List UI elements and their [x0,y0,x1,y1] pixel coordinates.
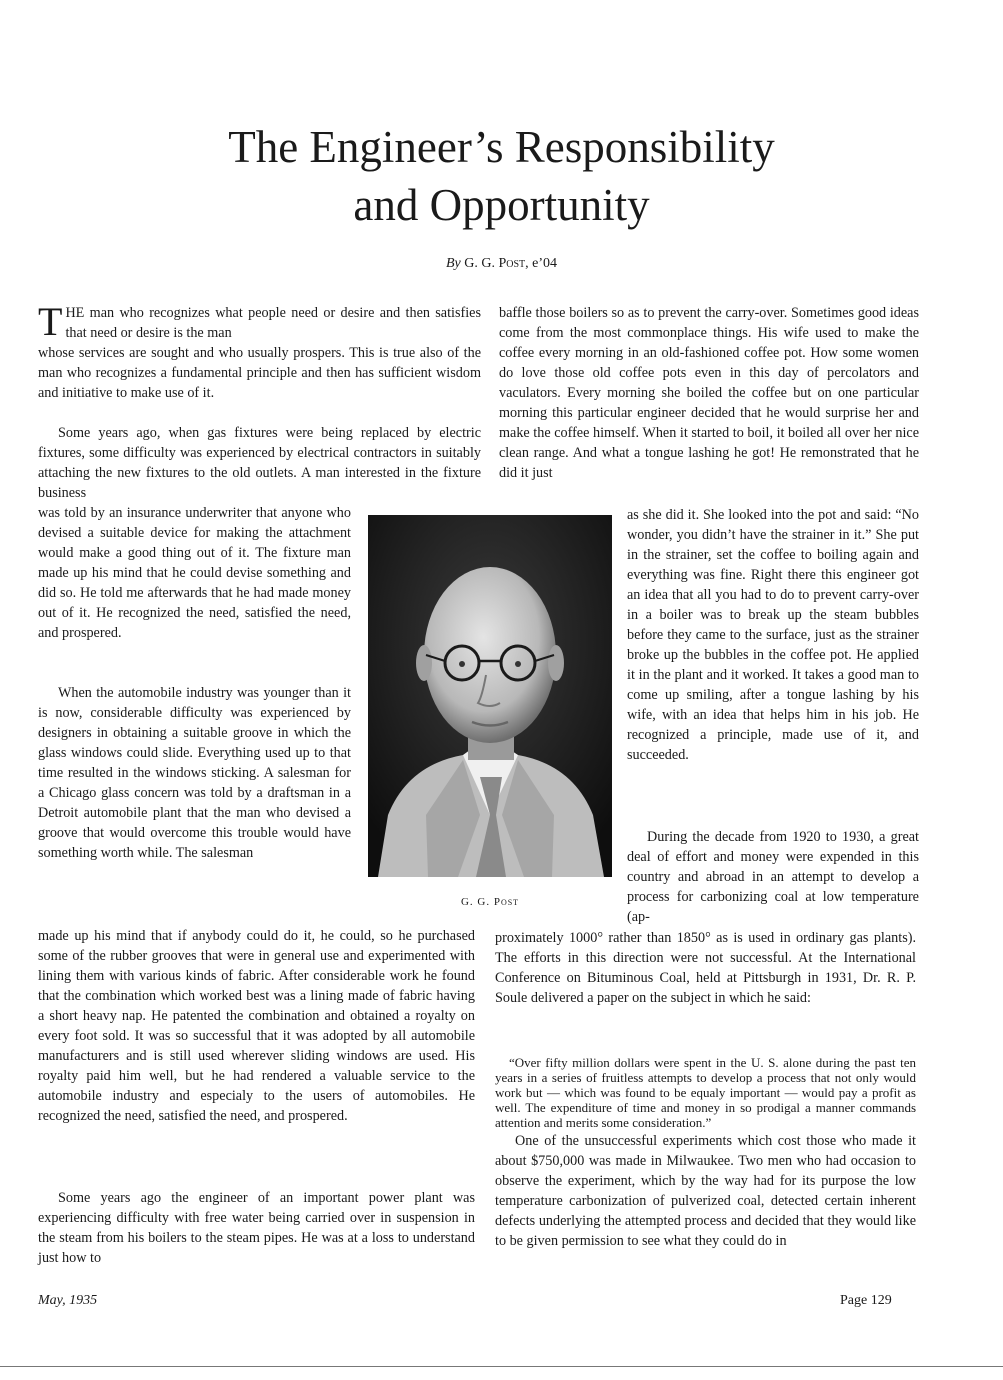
right-paragraph-3: One of the unsuccessful experiments which cost those who made it about $750,000 was made in Milwaukee. Two men who had occasion to observe the experiment, which by the way had for its purpose the low temperature carbonization of pulverized coal, detected certain inherent defects underlying the attempted process and decided that they would like to be given permission to see what they could do in [495,1133,916,1249]
drop-cap: T [38,299,63,344]
left-paragraph-1-first [38,299,481,344]
left-paragraph-1-rest: whose services are sought and who usually prospers. This is true also of the man who recognizes a fundamental principle and then has sufficient wisdom and initiative to make use of it. [38,345,481,401]
left-paragraph-3-narrow: When the automobile industry was younger than it is now, considerable difficulty was experienced by designers in obtaining a suitable groove in which the glass windows could slide. Everything used up to that time resulted in the windows sticking. A salesman for a Chicago glass concern was told by a draftsman in a Detroit automobile plant that the man who devised a groove that would overcome this trouble would have something worth while. The salesman [38,685,351,861]
right-paragraph-2-full: proximately 1000° rather than 1850° as is used in ordinary gas plants). The efforts in this direction were not successful. At the International Conference on Bituminous Coal, held at Pittsburgh in 1931, Dr. R. P. Soule delivered a paper on the subject in which he said: [495,930,916,1006]
right-paragraph-1-narrow: as she did it. She looked into the pot and said: “No wonder, you didn’t have the strainer in it.” She put in the strainer, set the coffee to boiling again and everything was fine. Right there this engineer got an idea that all you had to do to prevent carry-over in a boiler was to break up the steam bubbles before they came to the surface, just as the strainer broke up the bubbles in the coffee pot. He applied it in the plant and it worked. It takes a good man to come up smiling, after a tongue lashing by his wife, with an idea that helps him in his job. He recognized a principle, made use of it, and succeeded. [627,507,919,763]
portrait-illustration [368,515,612,877]
footer-date: May, 1935 [38,1293,98,1308]
left-paragraph-2-full: Some years ago, when gas fixtures were being replaced by electric fixtures, some difficulty was experienced by electrical contractors in suitably attaching the new fixtures to the old outlets. A man interested in the fixture business [38,425,481,501]
left-paragraph-2-narrow: was told by an insurance underwriter that anyone who devised a suitable device for making the attachment would make a good thing out of it. The fixture man made up his mind that he could devise something and did so. He told me afterwards that he had made money out of it. He recognized the need, satisfied the need, and prospered. [38,505,351,641]
left-paragraph-3-full: made up his mind that if anybody could do it, he could, so he purchased some of the rubber grooves that were in general use and experimented with lining them with various kinds of fabric. After considerable work he found that the combination which worked best was a lining made of fabric having a short heavy nap. He patented the combination and obtained a royalty on every foot sold. It was so successful that it was adopted by all automobile manufacturers and is still used wherever sliding windows are used. His royalty paid him well, but he had rendered a valuable service to the automobile industry and especialy to the users of automobiles. He recognized the need, satisfied the need, and prospered. [38,928,475,1124]
portrait-photo [368,515,612,877]
right-paragraph-2-narrow: During the decade from 1920 to 1930, a great deal of effort and money were expended in this country and abroad in an attempt to develop a process for carbonizing coal at low temperature (ap- [627,829,919,925]
photo-caption: G. G. Post [460,896,520,908]
block-quote: “Over fifty million dollars were spent in the U. S. alone during the past ten years in a series of fruitless attempts to develop a process that not only would work but — which was found to be equaly important — would pay a profit as well. The expenditure of time and money in so prodigal a manner commands attention and merits some consideration.” [495,1055,916,1130]
article-title [0,118,1003,234]
bottom-rule [0,1366,1003,1367]
byline-prefix: By [445,256,461,271]
byline-author: G. G. Post [464,256,526,271]
right-paragraph-1-full: baffle those boilers so as to prevent the carry-over. Sometimes good ideas come from the most commonplace things. His wife used to make the coffee every morning in an old-fashioned coffee pot. How some women do love those old coffee pots even in this day of percolators and vaculators. Every morning she boiled the coffee but on one particular morning this particular engineer decided that he would surprise her and make the coffee himself. When it started to boil, it boiled all over her nice clean range. And what a tongue lashing he got! He remonstrated that he did it just [499,305,919,481]
footer-page-number: Page 129 [840,1293,892,1308]
left-paragraph-4: Some years ago the engineer of an important power plant was experiencing difficulty with free water being carried over in suspension in the steam from his boilers to the steam pipes. He was at a loss to understand just how to [38,1190,475,1266]
title-line-2: and Opportunity [353,180,650,230]
left-p1-first-text: HE man who recognizes what people need or desire and then satisfies that need or desire is the man [65,305,481,341]
byline [0,256,1003,272]
title-line-1: The Engineer’s Responsibility [228,122,775,172]
byline-suffix: , e’04 [525,256,558,271]
